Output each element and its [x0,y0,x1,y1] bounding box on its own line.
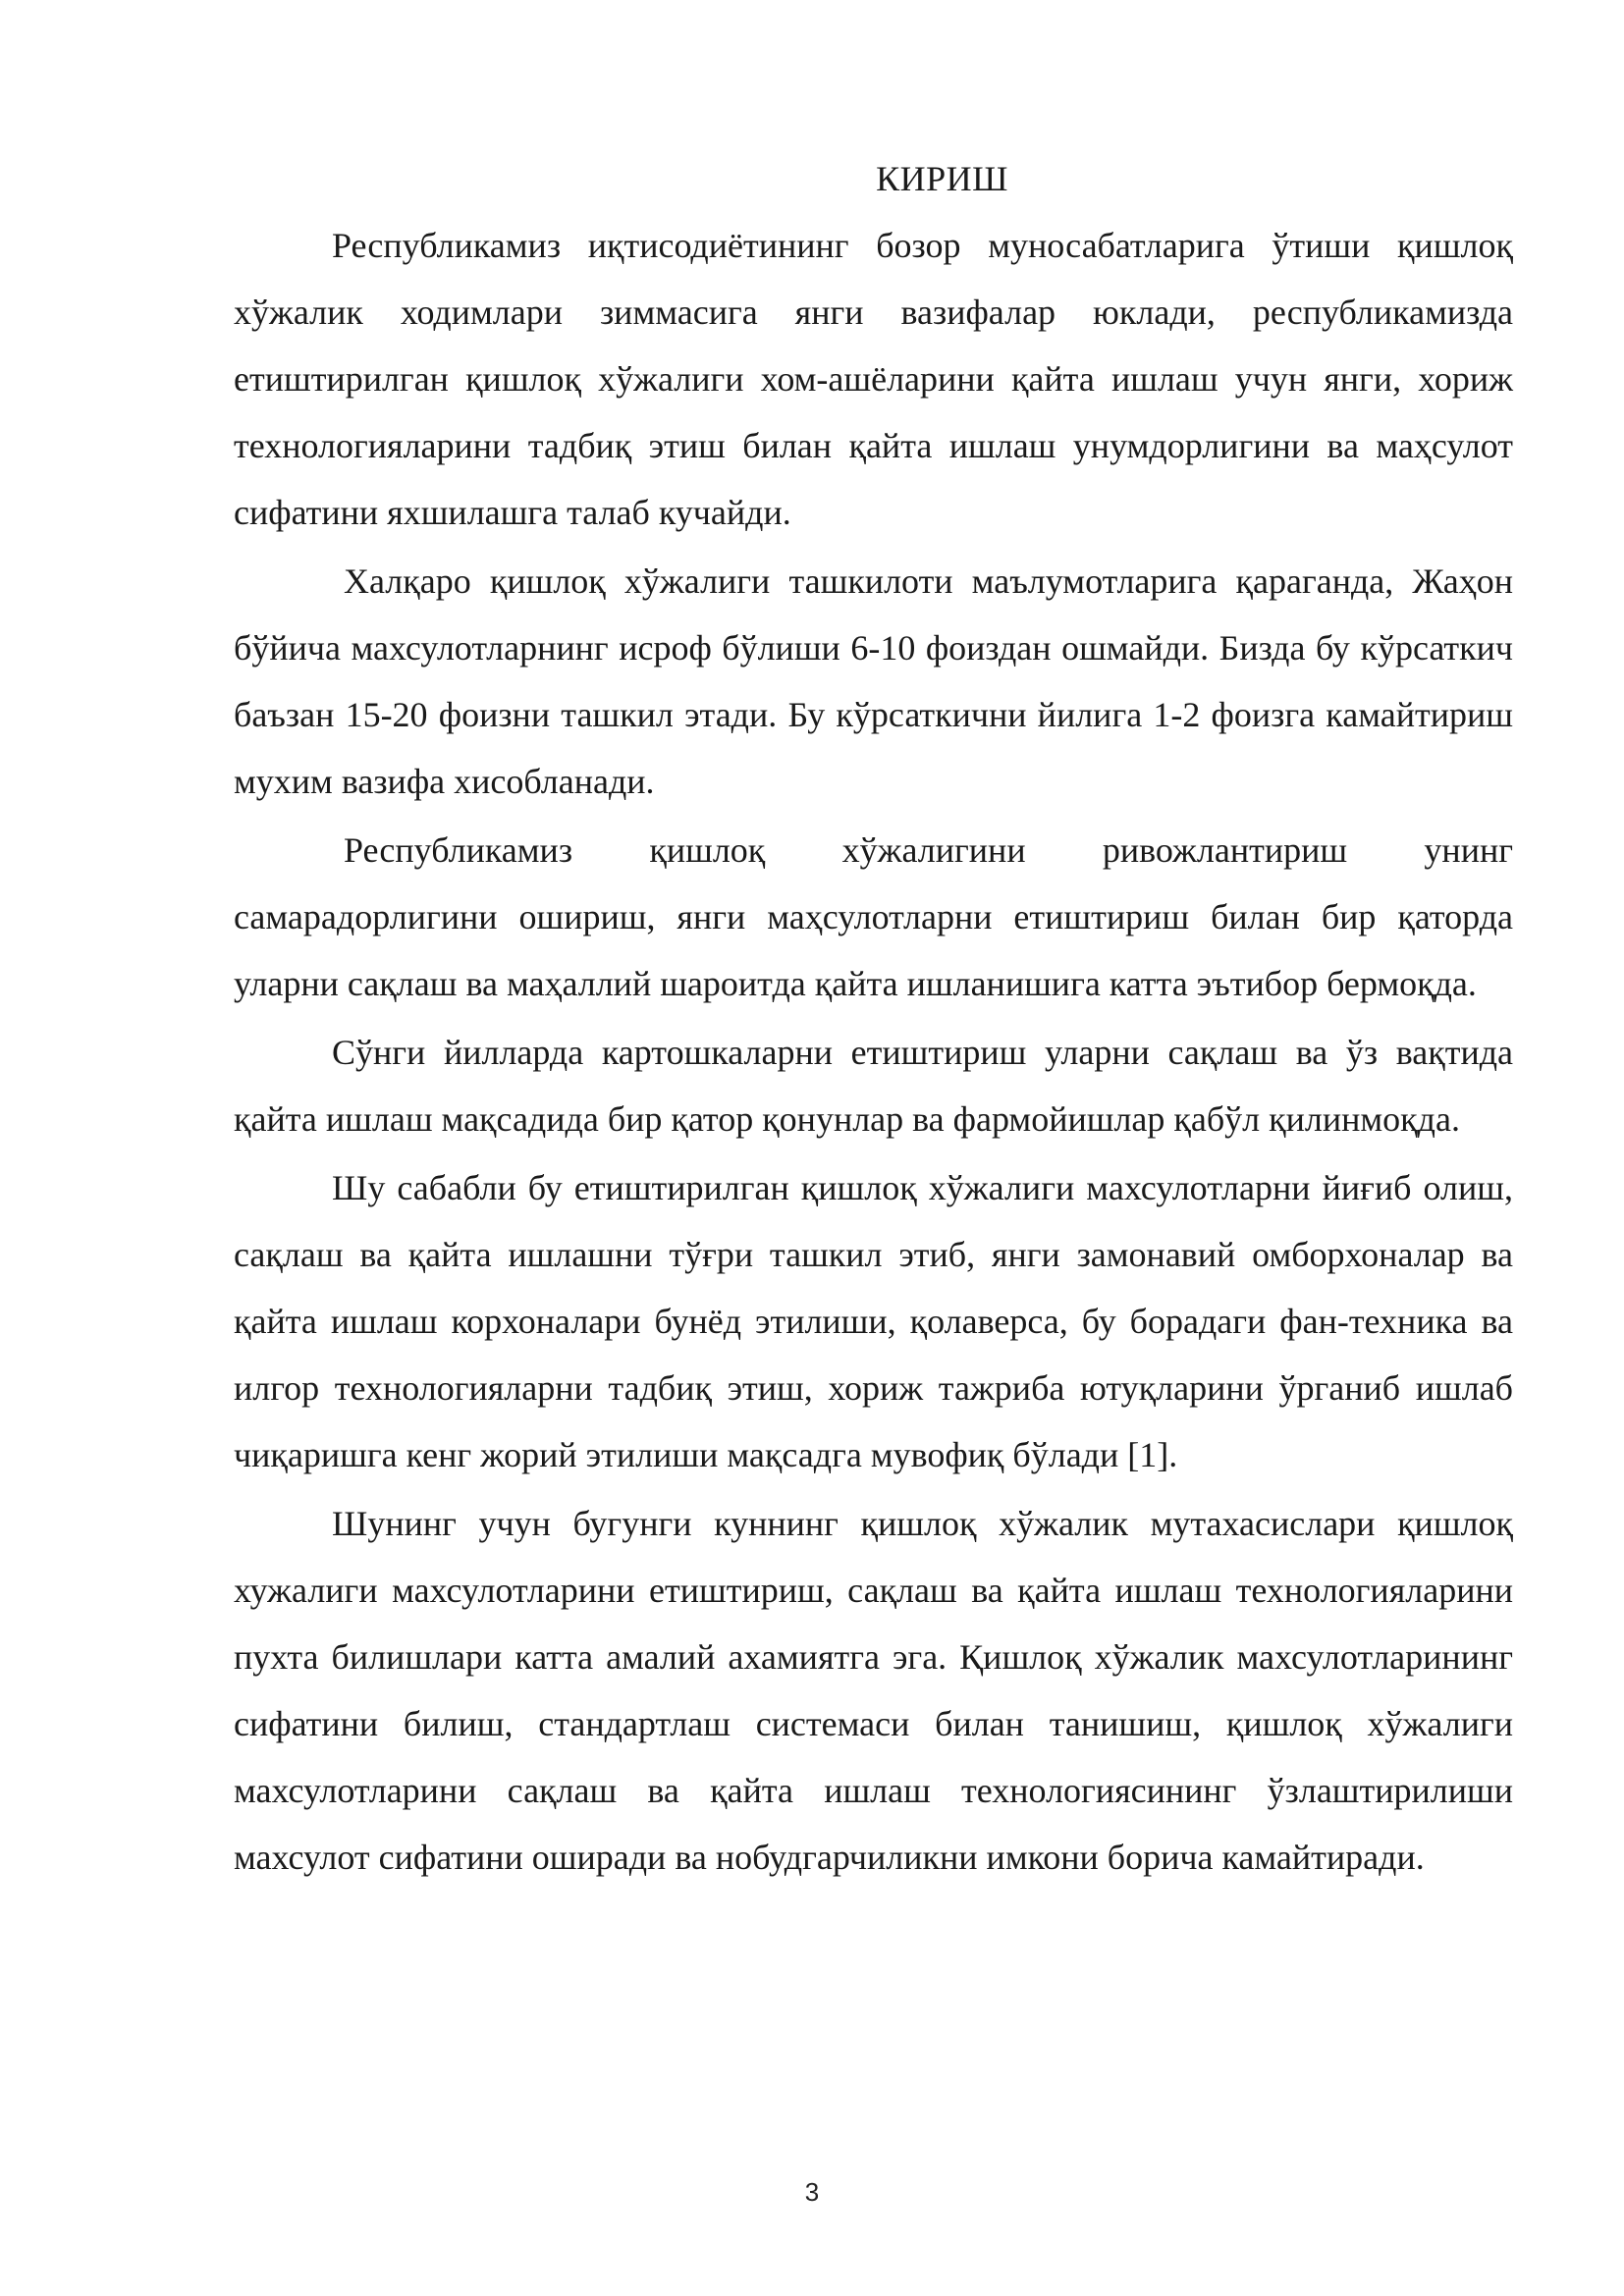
paragraph-6: Шунинг учун бугунги куннинг қишлоқ хўжалик мутахасислари қишлоқ хужалиги махсулотларини етиштириш, сақлаш ва қайта ишлаш технологияларини пухта билишлари катта амалий ахамиятга эга. Қишлоқ хўжалик махсулотларининг сифатини билиш, стандартлаш системаси билан танишиш, қишлоқ хўжалиги махсулотларини сақлаш ва қайта ишлаш технологиясининг ўзлаштирилиши махсулот сифатини оширади ва нобудгарчиликни имкони борича камайтиради. [234,1504,1513,1877]
section-title: КИРИШ [876,159,1008,198]
page-content [234,145,1513,1891]
page-number: 3 [804,2177,820,2207]
paragraph-3: Республикамиз қишлоқ хўжалигини ривожлантириш унинг самарадорлигини ошириш, янги маҳсулотларни етиштириш билан бир қаторда уларни сақлаш ва маҳаллий шароитда қайта ишланишига катта эътибор бермоқда. [234,830,1513,1003]
paragraph-2: Халқаро қишлоқ хўжалиги ташкилоти маълумотларига қараганда, Жаҳон бўйича махсулотларнинг исроф бўлиши 6-10 фоиздан ошмайди. Бизда бу кўрсаткич баъзан 15-20 фоизни ташкил этади. Бу кўрсаткични йилига 1-2 фоизга камайтириш мухим вазифа хисобланади. [234,561,1513,801]
paragraph-5: Шу сабабли бу етиштирилган қишлоқ хўжалиги махсулотларни йиғиб олиш, сақлаш ва қайта ишлашни тўғри ташкил этиб, янги замонавий омборхоналар ва қайта ишлаш корхоналари бунёд этилиши, қолаверса, бу борадаги фан-техника ва илгор технологияларни тадбиқ этиш, хориж тажриба ютуқларини ўрганиб ишлаб чиқаришга кенг жорий этилиши мақсадга мувофиқ бўлади [1]. [234,1168,1513,1474]
paragraph-1: Республикамиз иқтисодиётининг бозор муносабатларига ўтиши қишлоқ хўжалик ходимлари зиммасига янги вазифалар юклади, республикамизда етиштирилган қишлоқ хўжалиги хом-ашёларини қайта ишлаш учун янги, хориж технологияларини тадбиқ этиш билан қайта ишлаш унумдорлигини ва маҳсулот сифатини яхшилашга талаб кучайди. [234,226,1513,532]
paragraph-4: Сўнги йилларда картошкаларни етиштириш уларни сақлаш ва ўз вақтида қайта ишлаш мақсадида бир қатор қонунлар ва фармойишлар қабўл қилинмоқда. [234,1033,1513,1139]
